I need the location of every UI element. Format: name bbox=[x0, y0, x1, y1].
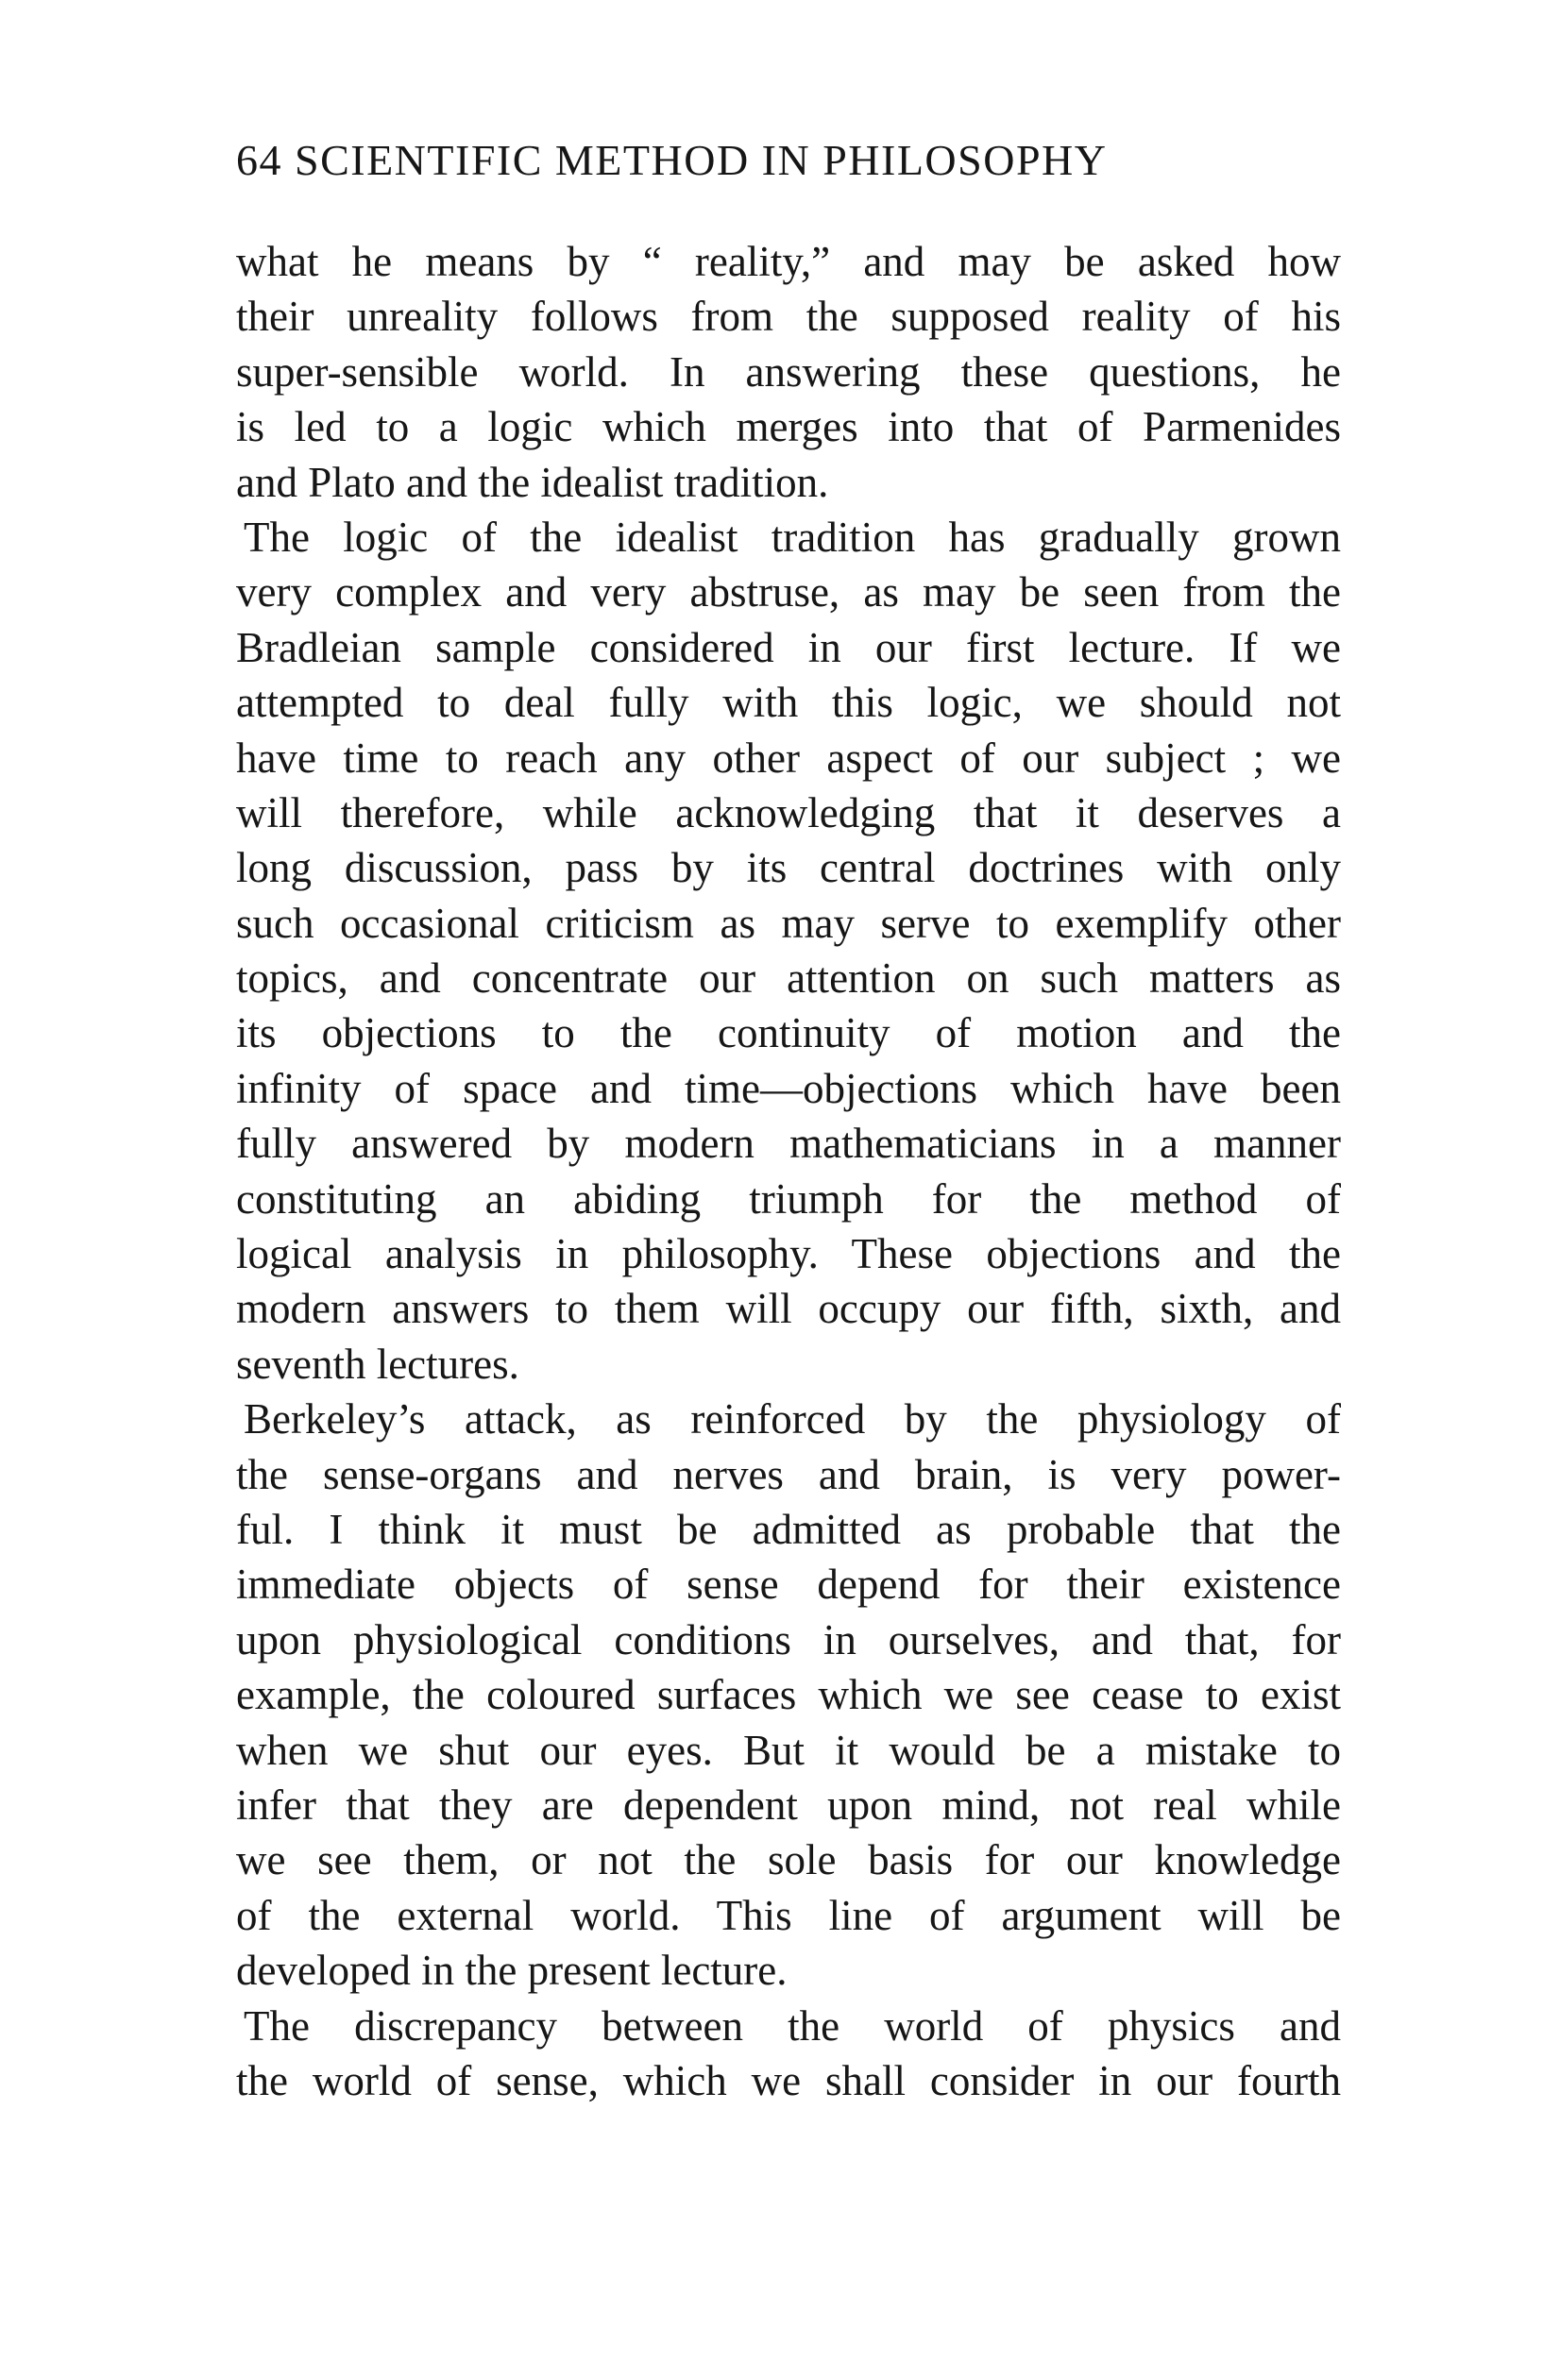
text-line: immediate objects of sense depend for their existence bbox=[236, 1561, 1341, 1609]
text-line: topics, and concentrate our attention on such matters as bbox=[236, 954, 1341, 1003]
text-line: constituting an abiding triumph for the method of bbox=[236, 1174, 1341, 1223]
text-line: The discrepancy between the world of physics and bbox=[244, 2001, 1341, 2050]
text-line: fully answered by modern mathematicians in a manner bbox=[236, 1120, 1341, 1168]
text-line: infinity of space and time—objections which have been bbox=[236, 1064, 1341, 1112]
text-line: logical analysis in philosophy. These objections and the bbox=[236, 1230, 1341, 1278]
text-line: and Plato and the idealist tradition. bbox=[236, 458, 829, 506]
text-line: what he means by “ reality,” and may be asked how bbox=[236, 238, 1341, 285]
text-line: infer that they are dependent upon mind, not real while bbox=[236, 1781, 1341, 1829]
text-line: have time to reach any other aspect of our subject ; we bbox=[236, 734, 1341, 782]
text-line: attempted to deal fully with this logic, we should not bbox=[236, 679, 1341, 727]
text-line: modern answers to them will occupy our fifth, sixth, and bbox=[236, 1285, 1341, 1333]
text-line: super-sensible world. In answering these questions, he bbox=[236, 347, 1341, 396]
text-line: developed in the present lecture. bbox=[236, 1947, 788, 1995]
text-line: of the external world. This line of argument will be bbox=[236, 1891, 1341, 1939]
text-line: the world of sense, which we shall consider in our fourth bbox=[236, 2056, 1341, 2104]
text-line: when we shut our eyes. But it would be a mistake to bbox=[236, 1726, 1341, 1774]
text-line: their unreality follows from the supposed reality of his bbox=[236, 293, 1341, 341]
page-body-text bbox=[236, 234, 1341, 2108]
text-line: is led to a logic which merges into that of Parmenides bbox=[236, 403, 1341, 451]
text-line: we see them, or not the sole basis for our knowledge bbox=[236, 1836, 1341, 1884]
text-line: the sense-organs and nerves and brain, is very power- bbox=[236, 1450, 1341, 1498]
text-line: upon physiological conditions in ourselves, and that, for bbox=[236, 1615, 1341, 1663]
page-number: 64 bbox=[236, 136, 282, 184]
running-title: SCIENTIFIC METHOD IN PHILOSOPHY bbox=[295, 136, 1108, 184]
text-line: The logic of the idealist tradition has gradually grown bbox=[244, 513, 1341, 561]
text-line: its objections to the continuity of motion and the bbox=[236, 1009, 1341, 1057]
text-line: seventh lectures. bbox=[236, 1340, 519, 1388]
text-line: ful. I think it must be admitted as probable that the bbox=[236, 1505, 1341, 1553]
running-header bbox=[236, 135, 1341, 185]
text-line: Berkeley’s attack, as reinforced by the physiology of bbox=[244, 1395, 1341, 1443]
text-line: very complex and very abstruse, as may be seen from the bbox=[236, 568, 1341, 616]
text-line: such occasional criticism as may serve to exemplify other bbox=[236, 899, 1341, 947]
text-line: will therefore, while acknowledging that it deserves a bbox=[236, 788, 1341, 836]
text-line: Bradleian sample considered in our first lecture. If we bbox=[236, 623, 1341, 671]
text-line: example, the coloured surfaces which we see cease to exist bbox=[236, 1671, 1341, 1719]
text-line: long discussion, pass by its central doctrines with only bbox=[236, 844, 1341, 892]
